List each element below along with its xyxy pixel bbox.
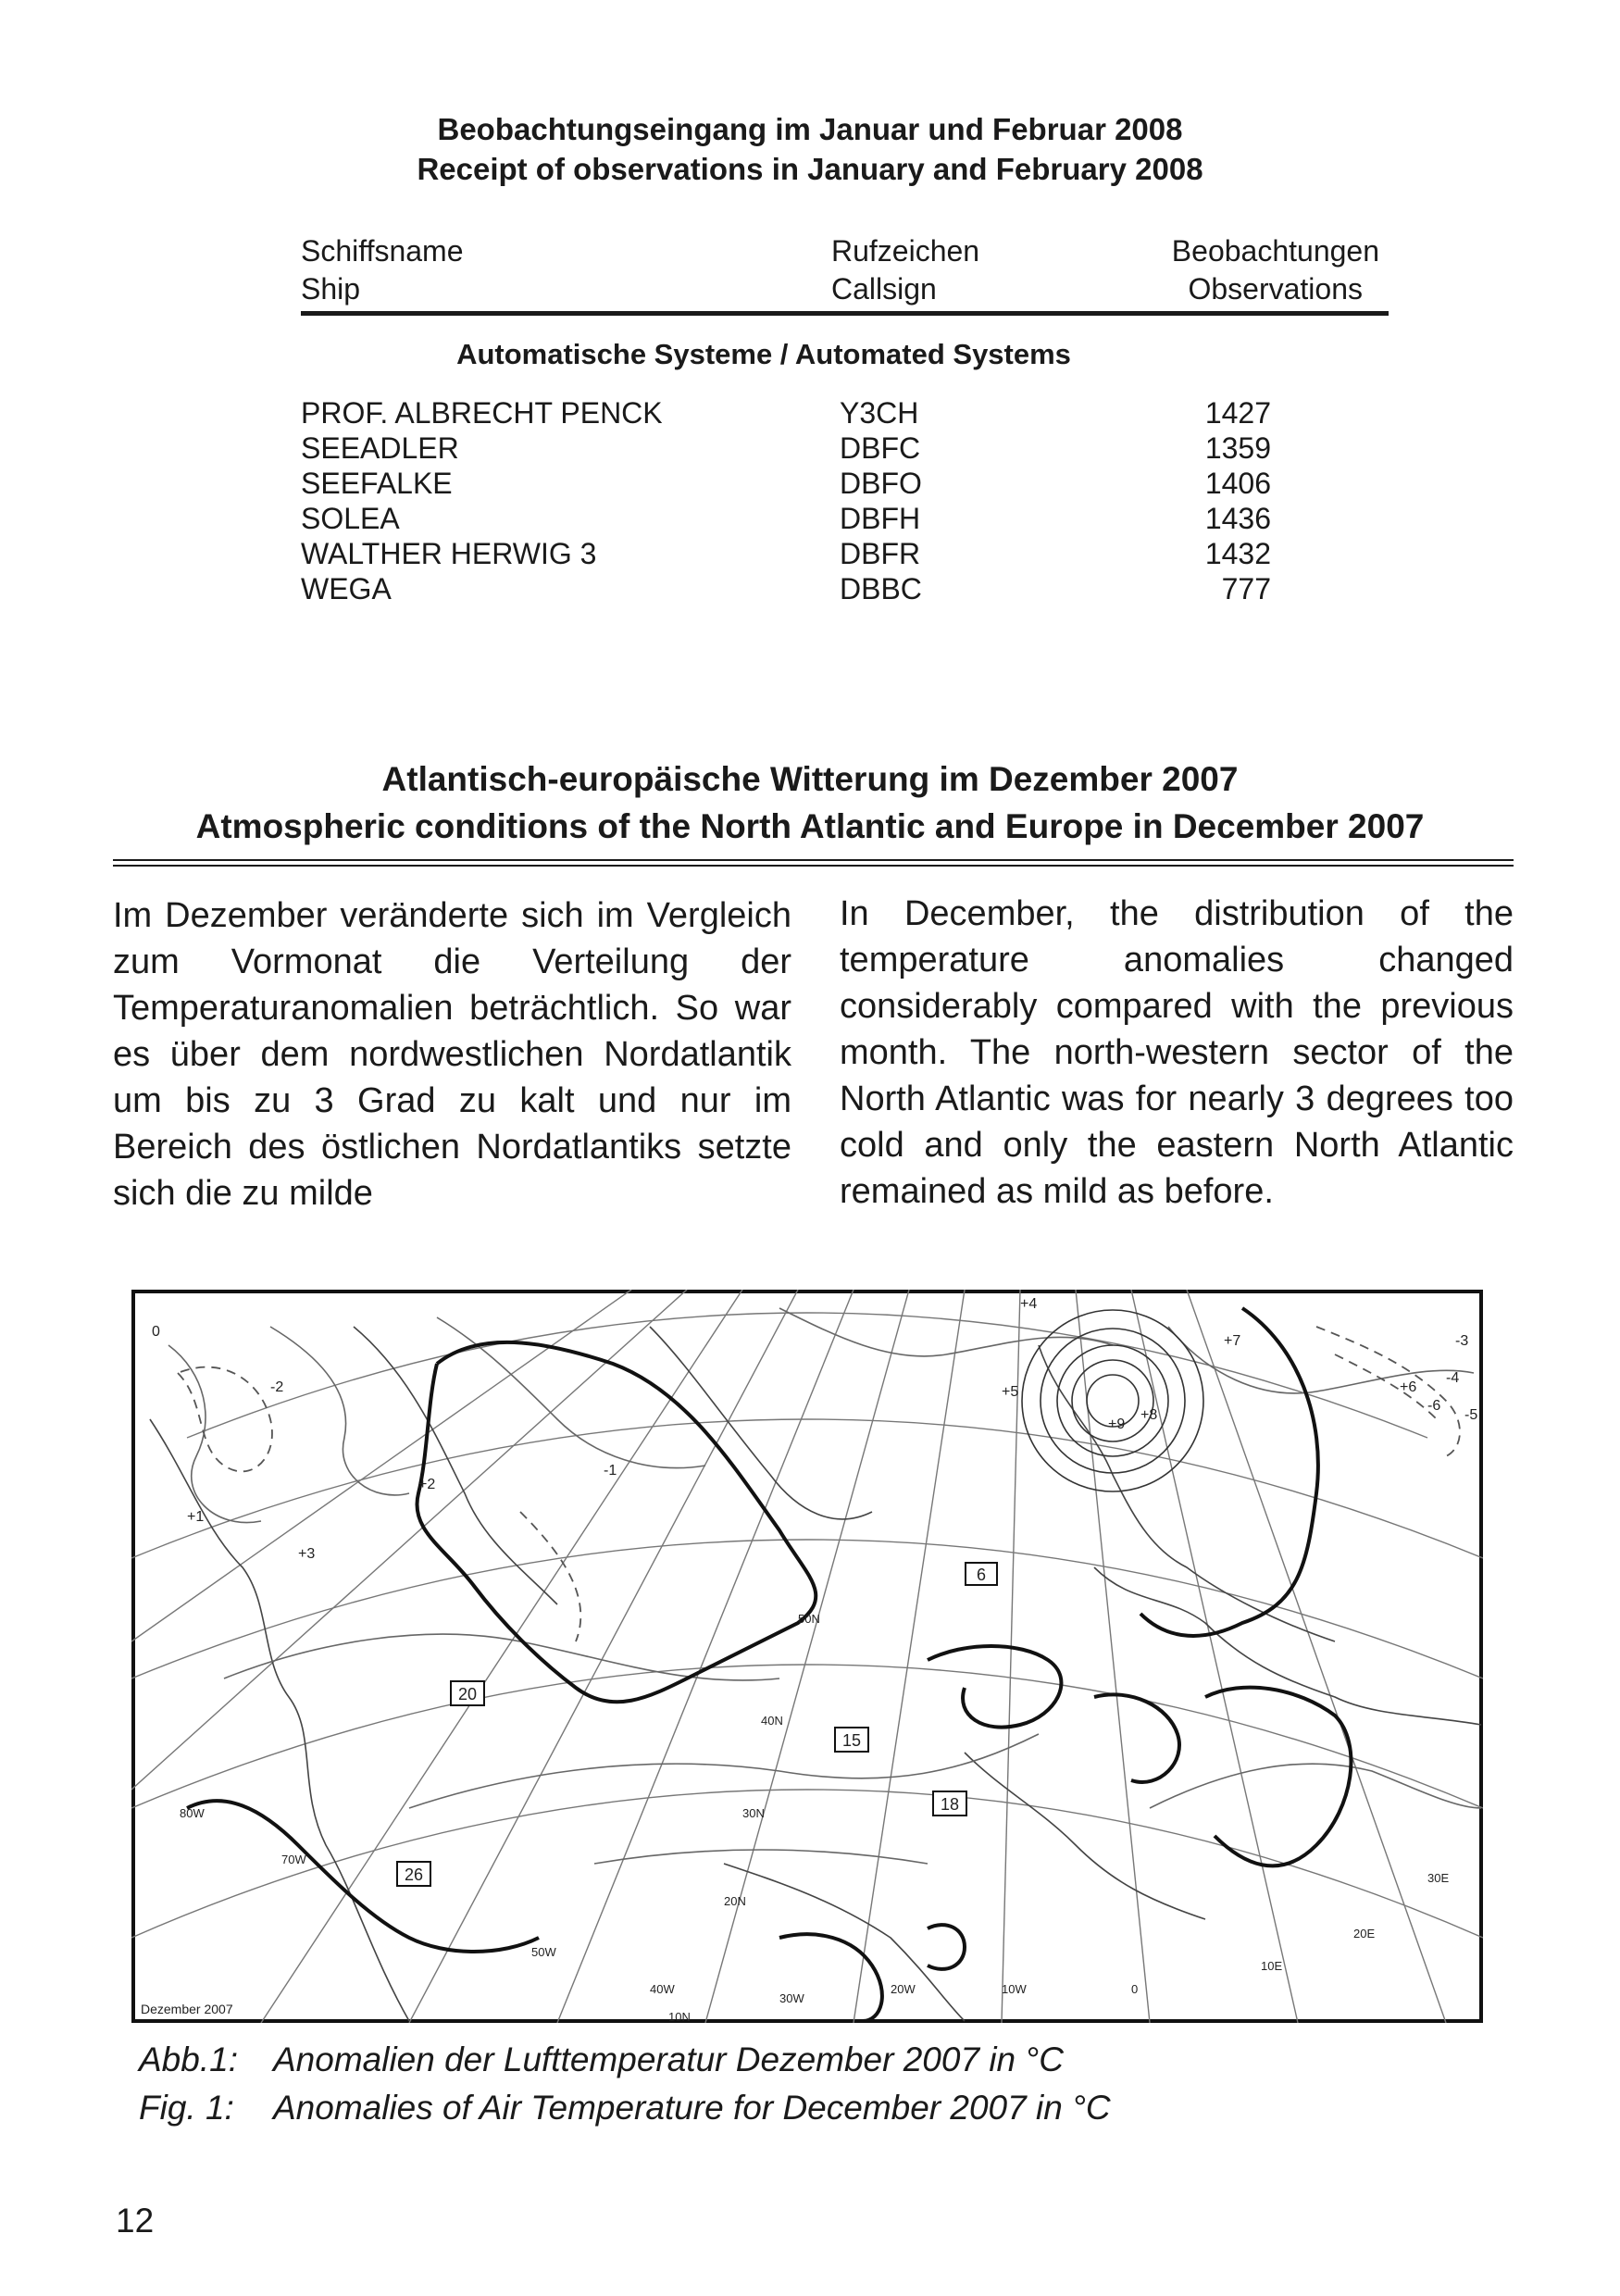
contour-label: +4	[1020, 1296, 1038, 1312]
paragraph-de: Im Dezember veränderte sich im Vergleich zum Vormonat die Verteilung der Temperaturanomalien beträchtlich. So war es über dem nordwestlichen Nordatlantik um bis zu 3 Grad zu kalt und nur im Bereich des östlichen Nordatlantiks setzte sich die zu milde	[113, 896, 791, 1213]
lon-label: 50W	[531, 1945, 556, 1959]
contour-label: +8	[1140, 1407, 1158, 1423]
map-box-label: 15	[841, 1731, 862, 1750]
table-row	[301, 536, 1319, 571]
lon-label: 30E	[1427, 1871, 1450, 1885]
caption-en	[139, 2085, 1111, 2131]
obs-count: 777	[1221, 572, 1271, 605]
callsign: DBFR	[840, 537, 921, 570]
caption-text-de: Anomalien der Lufttemperatur Dezember 2007 in °C	[273, 2040, 1064, 2078]
paragraph-en: In December, the distribution of the temperature anomalies changed considerably compared with the previous month. The north-western sector of the North Atlantic was for nearly 3 degrees too cold and only the eastern North Atlantic remained as mild as before.	[840, 894, 1514, 1211]
ship-name: SOLEA	[301, 502, 400, 535]
map-box-label: 18	[940, 1795, 960, 1814]
table-row	[301, 430, 1319, 466]
map-box-label: 20	[457, 1685, 478, 1703]
contour-label: -3	[1455, 1333, 1469, 1349]
caption-label-en: Fig. 1:	[139, 2089, 234, 2127]
receipt-title-de: Beobachtungseingang im Januar und Februar 2008	[437, 112, 1183, 146]
caption-label-de: Abb.1:	[139, 2040, 238, 2078]
contour-label: -6	[1427, 1398, 1441, 1414]
col-call-en: Callsign	[831, 272, 937, 306]
contour-label: +6	[1400, 1379, 1417, 1395]
caption-text-en: Anomalies of Air Temperature for December 2007 in °C	[273, 2089, 1111, 2127]
contour-label: +5	[1002, 1384, 1019, 1400]
article-title-de: Atlantisch-europäische Witterung im Dezember 2007	[381, 760, 1239, 798]
map-box-label: 6	[976, 1566, 987, 1584]
ship-name: PROF. ALBRECHT PENCK	[301, 396, 663, 430]
lat-label: 10N	[668, 2010, 691, 2023]
col-call-de: Rufzeichen	[831, 234, 980, 268]
lon-label: 40W	[650, 1982, 675, 1996]
contour-label: +1	[187, 1509, 205, 1525]
article-rule	[113, 859, 1514, 861]
contour-label: -4	[1446, 1370, 1460, 1386]
page-number: 12	[116, 2202, 155, 2240]
contour-label: +2	[418, 1477, 436, 1492]
callsign: DBFC	[840, 431, 921, 465]
article-title-en: Atmospheric conditions of the North Atlantic and Europe in December 2007	[195, 807, 1425, 845]
contour-label: 0	[152, 1324, 160, 1340]
map-month-label: Dezember 2007	[141, 2002, 233, 2016]
lat-label: 40N	[761, 1714, 783, 1728]
table-row	[301, 466, 1319, 501]
callsign: DBBC	[840, 572, 922, 605]
article-rule	[113, 865, 1514, 867]
ship-name: WALTHER HERWIG 3	[301, 537, 597, 570]
col-obs-en: Observations	[1188, 272, 1363, 306]
obs-count: 1427	[1204, 396, 1271, 430]
lon-label: 70W	[281, 1853, 306, 1866]
callsign: DBFO	[840, 467, 922, 500]
ship-name: WEGA	[301, 572, 392, 605]
lon-label: 0	[1131, 1982, 1139, 1996]
obs-count: 1359	[1204, 431, 1271, 465]
map-box-label: 26	[404, 1866, 424, 1884]
lat-label: 50N	[798, 1612, 820, 1626]
contour-label: +3	[298, 1546, 316, 1562]
col-ship-de: Schiffsname	[301, 234, 464, 268]
lon-label: 10E	[1261, 1959, 1283, 1973]
table-header-rule	[301, 311, 1389, 316]
lat-label: 30N	[742, 1806, 765, 1820]
contour-label: -5	[1464, 1407, 1478, 1423]
table-row	[301, 395, 1319, 430]
callsign: Y3CH	[840, 396, 919, 430]
lon-label: 20W	[891, 1982, 916, 1996]
table-row	[301, 501, 1319, 536]
article-text-en	[840, 891, 1514, 1215]
lat-label: 20N	[724, 1894, 746, 1908]
contour-label: +7	[1224, 1333, 1241, 1349]
col-obs-de: Beobachtungen	[1171, 234, 1379, 268]
obs-count: 1406	[1204, 467, 1271, 500]
contour-label: -1	[604, 1463, 617, 1479]
receipt-title-en: Receipt of observations in January and February 2008	[417, 152, 1203, 186]
lon-label: 10W	[1002, 1982, 1027, 1996]
callsign: DBFH	[840, 502, 921, 535]
lon-label: 30W	[779, 1991, 804, 2005]
lon-label: 80W	[180, 1806, 205, 1820]
caption-de	[139, 2037, 1064, 2083]
lon-label: 20E	[1353, 1927, 1376, 1940]
section-heading: Automatische Systeme / Automated Systems	[456, 338, 1071, 370]
temperature-anomaly-map	[131, 1290, 1483, 2023]
table-row	[301, 571, 1319, 606]
obs-count: 1432	[1204, 537, 1271, 570]
contour-label: -2	[270, 1379, 284, 1395]
ship-name: SEEFALKE	[301, 467, 453, 500]
ship-name: SEEADLER	[301, 431, 459, 465]
article-text-de	[113, 892, 791, 1217]
contour-label: +9	[1108, 1416, 1126, 1432]
obs-count: 1436	[1204, 502, 1271, 535]
col-ship-en: Ship	[301, 272, 361, 306]
